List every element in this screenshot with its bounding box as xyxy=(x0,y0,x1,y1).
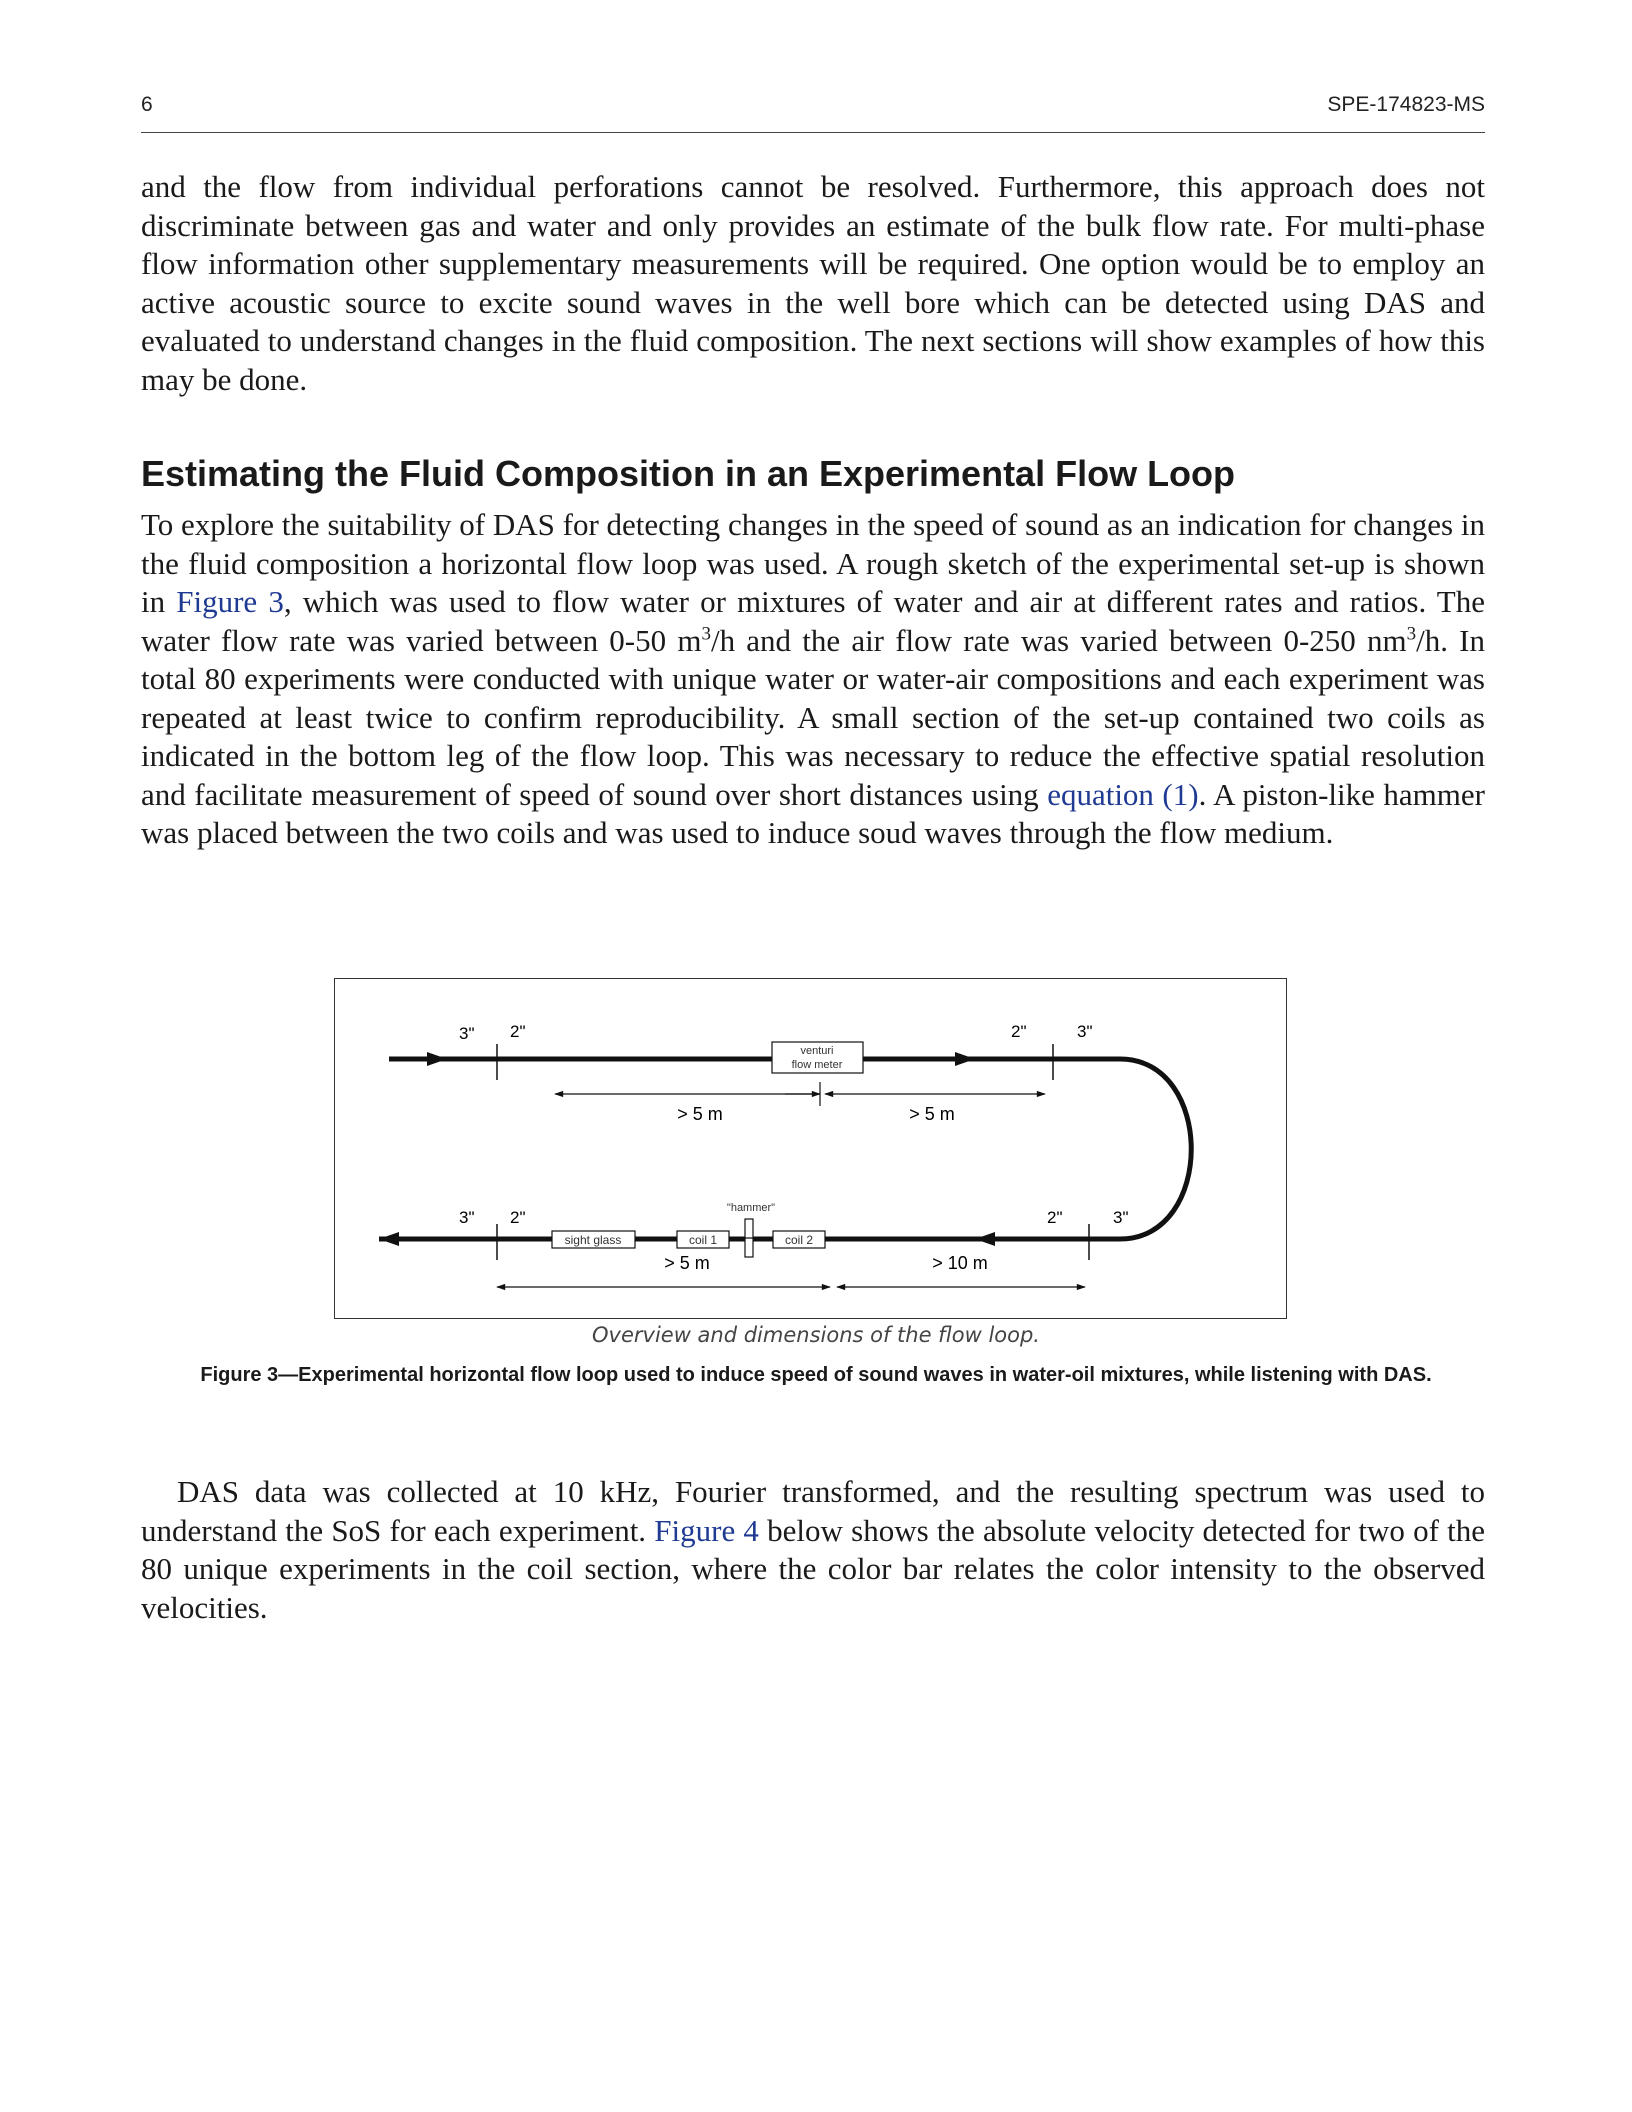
body-paragraph-2 xyxy=(141,506,1485,853)
flow-arrow-icon xyxy=(379,1232,399,1246)
u-bend-pipe xyxy=(1120,1059,1191,1239)
dimension-label: > 5 m xyxy=(664,1253,710,1273)
pipe-size-label: 2" xyxy=(1047,1208,1063,1227)
figure-4-link[interactable]: Figure 4 xyxy=(654,1512,759,1548)
flow-arrow-icon xyxy=(975,1232,995,1246)
pipe-size-label: 3" xyxy=(459,1208,475,1227)
hammer-label: "hammer" xyxy=(726,1202,776,1214)
sight-glass-label: sight glass xyxy=(564,1233,622,1247)
header-divider xyxy=(141,132,1485,133)
venturi-label: flow meter xyxy=(791,1059,843,1071)
equation-1-link[interactable]: equation (1) xyxy=(1047,776,1199,812)
body-paragraph-3 xyxy=(141,1473,1485,1627)
pipe-size-label: 2" xyxy=(510,1022,526,1041)
paragraph-text: /h. In total 80 experiments were conducted with unique water or water-air compositions and each experiment was repeated at least twice to confirm reproducibility. A small section of the set-up contained two coils as indicated in the bottom leg of the flow loop. This was necessary to reduce the effective spatial resolution and facilitate measurement of speed of sound over short distances using xyxy=(141,622,1486,812)
page-number: 6 xyxy=(141,93,153,116)
dimension-label: > 5 m xyxy=(909,1104,955,1124)
document-id: SPE-174823-MS xyxy=(1327,93,1485,116)
pipe-size-label: 2" xyxy=(1011,1022,1027,1041)
flow-arrow-icon xyxy=(955,1052,975,1066)
flow-loop-figure xyxy=(334,978,1287,1319)
venturi-label: venturi xyxy=(800,1045,834,1057)
paragraph-text: below shows the absolute velocity detected for two of the 80 unique experiments in the coil section, where the color bar relates the color intensity to the observed velocities. xyxy=(141,1512,1485,1625)
paragraph-text: /h and the air flow rate was varied between 0-250 nm xyxy=(710,622,1407,658)
paragraph-text: , which was used to flow water or mixtures of water and air at different rates and ratios. The water flow rate was varied between 0-50 m xyxy=(141,584,1486,658)
paragraph-text: . A piston-like hammer was placed between the two coils and was used to induce soud waves through the flow medium. xyxy=(141,776,1485,850)
paragraph-text: DAS data was collected at 10 kHz, Fourier transformed, and the resulting spectrum was used to understand the SoS for each experiment. xyxy=(141,1474,1485,1548)
pipe-size-label: 3" xyxy=(1077,1022,1093,1041)
figure-inner-caption: Overview and dimensions of the flow loop. xyxy=(592,1323,1040,1347)
figure-caption: Figure 3—Experimental horizontal flow loop used to induce speed of sound waves in water-oil mixtures, while listening with DAS. xyxy=(200,1364,1432,1386)
flow-loop-diagram xyxy=(335,979,1285,1317)
dimension-label: > 5 m xyxy=(677,1104,723,1124)
body-paragraph-1: and the flow from individual perforations cannot be resolved. Furthermore, this approach does not discriminate between gas and water and only provides an estimate of the bulk flow rate. For multi-phase flow information other supplementary measurements will be required. One option would be to employ an active acoustic source to excite sound waves in the well bore which can be detected using DAS and evaluated to understand changes in the fluid composition. The next sections will show examples of how this may be done. xyxy=(141,169,1485,397)
figure-3-link[interactable]: Figure 3 xyxy=(176,584,284,619)
pipe-size-label: 2" xyxy=(510,1208,526,1227)
pipe-size-label: 3" xyxy=(1113,1208,1129,1227)
coil-1-label: coil 1 xyxy=(688,1233,718,1247)
coil-2-label: coil 2 xyxy=(784,1233,814,1247)
pipe-size-label: 3" xyxy=(459,1024,475,1043)
dimension-label: > 10 m xyxy=(932,1253,988,1273)
paragraph-text: To explore the suitability of DAS for detecting changes in the speed of sound as an indication for changes in the fluid composition a horizontal flow loop was used. A rough sketch of the experimental set-up is shown in xyxy=(141,507,1485,619)
flow-arrow-icon xyxy=(427,1052,447,1066)
section-heading: Estimating the Fluid Composition in an Experimental Flow Loop xyxy=(141,453,1236,494)
superscript: 3 xyxy=(1406,623,1417,645)
superscript: 3 xyxy=(701,623,711,645)
